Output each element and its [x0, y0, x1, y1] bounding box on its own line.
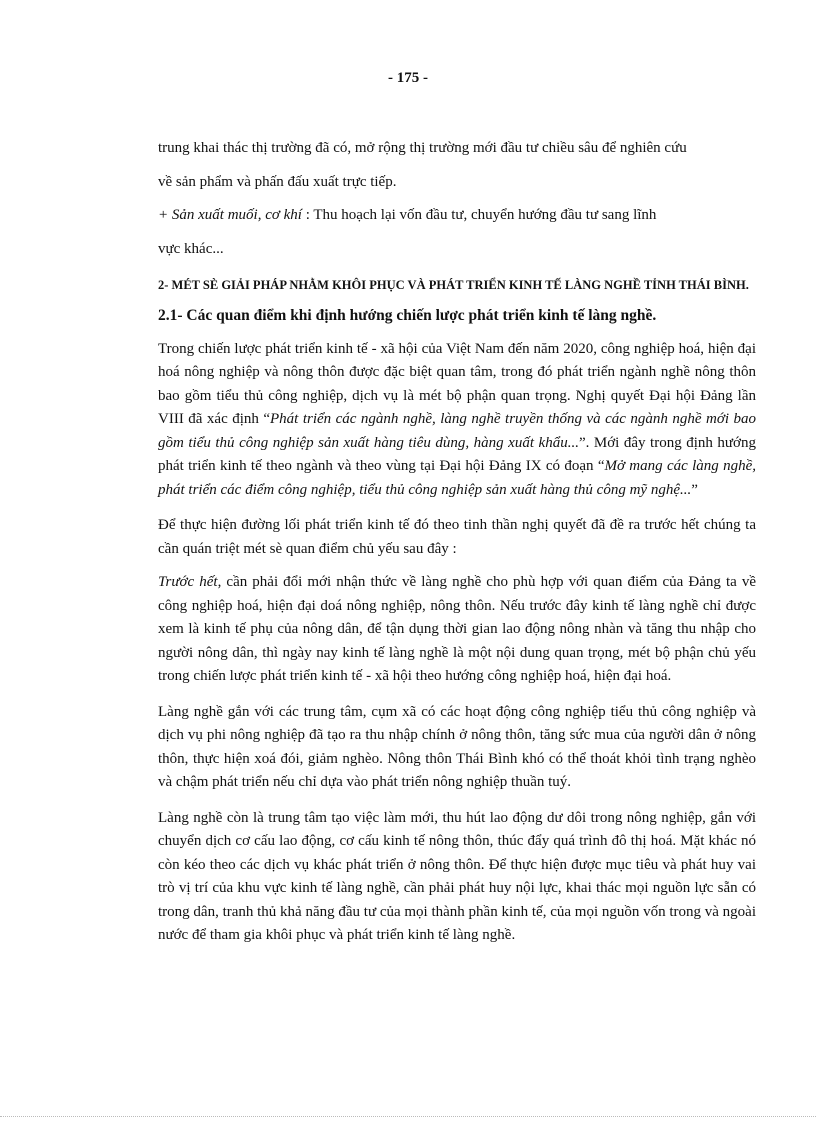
first-viewpoint-label: Trước hết: [158, 574, 218, 590]
paragraph-craft-villages-jobs: Làng nghề còn là trung tâm tạo việc làm mới, thu hút lao động dư dôi trong nông nghiệp, gắn với chuyển dịch cơ cấu lao động, cơ cấu kinh tế nông thôn, thúc đẩy quá trình đô thị hoá. Mặt khác nó còn kéo theo các dịch vụ khác phát triển ở nông thôn. Để thực hiện được mục tiêu và phát huy vai trò vị trí của khu vực kinh tế làng nghề, cần phải phát huy nội lực, khai thác mọi nguồn lực sẵn có trong dân, tranh thủ khả năng đầu tư của mọi thành phần kinh tế, của mọi nguồn vốn trong và ngoài nước để tham gia khôi phục và phát triển kinh tế làng nghề.: [158, 809, 757, 943]
strategy-quote-2: Mở mang các làng nghề, phát triển các điểm công nghiệp, tiểu thủ công nghiệp sản xuất hàng thủ công mỹ nghệ...: [158, 458, 756, 498]
page-bottom-divider: [0, 1116, 816, 1117]
section-heading-2-1: 2.1- Các quan điểm khi định hướng chiến lược phát triển kinh tế làng nghề.: [158, 307, 657, 324]
strategy-text-e: ”: [691, 481, 698, 498]
paragraph-continuation: trung khai thác thị trường đã có, mở rộng thị trường mới đầu tư chiều sâu để nghiên cứu: [158, 140, 687, 156]
paragraph-strategy: [158, 338, 756, 503]
strategy-text-a: Trong chiến lược phát triển kinh tế - xã hội của Việt Nam đến năm 2020, công nghiệp hoá, hiện đại hoá nông nghiệp và nông thôn được đặc biệt quan tâm, trong đó phát triển ngành nghề nông thôn bao gồm tiểu thủ công nghiệp, dịch vụ là mét bộ phận quan trọng. Nghị quyết Đại hội Đảng lần VIII đã xác định “: [158, 340, 756, 427]
paragraph-first-viewpoint: [158, 571, 756, 689]
page-number: - 175 -: [388, 70, 428, 86]
document-body: [158, 137, 756, 948]
salt-mechanics-text: : Thu hoạch lại vốn đầu tư, chuyển hướng đầu tư sang lĩnh: [301, 207, 657, 223]
paragraph-viewpoints: Để thực hiện đường lối phát triển kinh tế đó theo tinh thần nghị quyết đã đề ra trước hết chúng ta cần quán triệt mét sè quan điểm chủ yếu sau đây :: [158, 517, 756, 557]
strategy-quote-1: Phát triển các ngành nghề, làng nghề truyền thống và các ngành nghề mới bao gồm tiểu thủ công nghiệp sản xuất hàng tiêu dùng, hàng xuất khẩu...: [158, 411, 756, 451]
section-heading-2: 2- MÉT SÈ GIẢI PHÁP NHẰM KHÔI PHỤC VÀ PHÁT TRIỂN KINH TẾ LÀNG NGHỀ TỈNH THÁI BÌNH.: [158, 278, 749, 292]
paragraph-products: về sản phẩm và phấn đấu xuất trực tiếp.: [158, 173, 397, 190]
paragraph-other-fields: vực khác...: [158, 240, 224, 257]
salt-mechanics-label: + Sản xuất muối, cơ khí: [158, 207, 302, 223]
paragraph-salt-mechanics: [158, 204, 756, 228]
first-viewpoint-text: , cần phải đổi mới nhận thức về làng nghề cho phù hợp với quan điểm của Đảng ta về công nghiệp hoá, hiện đại doá nông nghiệp, nông thôn. Nếu trước đây kinh tế làng nghề chỉ được xem là kinh tế phụ của nông dân, để tận dụng thời gian lao động nông nhàn và tăng thu nhập cho người nông dân, thì ngày nay kinh tế làng nghề là một nội dung quan trọng, mét bộ phận chủ yếu trong chiến lược phát triển kinh tế - xã hội theo hướng công nghiệp hoá, hiện đại hoá.: [158, 574, 756, 684]
paragraph-craft-villages-income: Làng nghề gắn với các trung tâm, cụm xã có các hoạt động công nghiệp tiểu thủ công nghiệp và dịch vụ phi nông nghiệp đã tạo ra thu nhập chính ở nông thôn, tăng sức mua của người dân ở nông thôn, thực hiện xoá đói, giảm nghèo. Nông thôn Thái Bình khó có thể thoát khỏi tình trạng nghèo và chậm phát triển nếu chỉ dựa vào phát triển nông nghiệp thuần tuý.: [158, 703, 756, 790]
strategy-text-c: ”. Mới đây trong định hướng phát triển kinh tế theo ngành và theo vùng tại Đại hội Đảng IX có đoạn “: [158, 434, 756, 474]
